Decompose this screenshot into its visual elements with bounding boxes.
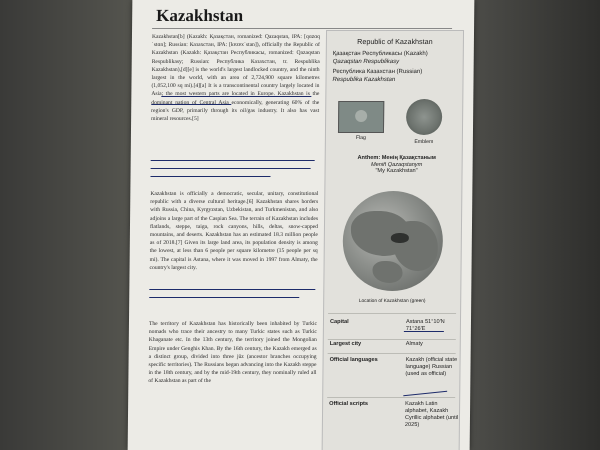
anthem-block (338, 155, 456, 175)
anthem-translation: "My Kazakhstan" (375, 168, 418, 175)
pen-underline (151, 160, 315, 161)
pen-underline (149, 297, 299, 298)
paragraph-2: Kazakhstan is officially a democratic, secular, unitary, constitutional republic with a diverse cultural heritage.[6] Kazakhstan shares borders with Russia, China, Kyrgyzstan, Uzbekistan, and Turkmenistan, and also adjoins a large part of the Caspian Sea. The terrain of Kazakhstan includes flatlands, steppe, taiga, rock canyons, hills, deltas, snow-capped mountains, and deserts. Kazakhstan has an estimated 18.3 million people as of 2018.[7] Given its large land area, its population density is among the lowest, at less than 6 people per square kilometre (15 people per sq mi). The capital is Astana, where it was moved in 1997 from Almaty, the country's largest city. (149, 191, 319, 271)
row-value: Astana 51°10′N 71°26′E (405, 319, 445, 332)
infobox (322, 30, 464, 450)
infobox-divider (328, 313, 456, 314)
emblem-caption: Emblem (414, 139, 434, 145)
row-key: Official scripts (329, 401, 369, 407)
flag-image (338, 101, 384, 133)
paragraph-3: The territory of Kazakhstan has historically been inhabited by Turkic nomads who trace their ancestry to many Turkic states such as Turkic Khaganate etc. In the 13th century, the territory joined the Mongolian Empire under Genghis Khan. By the 16th century, the Kazakh emerged as a distinct group, divided into three jüz (ancestor branches occupying specific territories). The Russians began advancing into the Kazakh steppe in the 18th century, and by the mid-19th century, they nominally ruled all of Kazakhstan as part of the (148, 321, 317, 385)
infobox-kazakh-name: Қазақстан Республикасы (Kazakh) (332, 51, 428, 57)
flag-sun-icon (355, 110, 367, 122)
infobox-divider (327, 397, 455, 398)
pen-underline (149, 289, 315, 290)
article-title: Kazakhstan (156, 6, 244, 25)
location-globe-map (342, 191, 443, 291)
infobox-kazakh-romanized: Qazaqstan Respublikasy (332, 59, 400, 65)
infobox-row-capital (330, 319, 458, 339)
printed-page (128, 0, 475, 450)
flag-caption: Flag (355, 135, 366, 141)
map-kazakhstan-highlight (391, 233, 409, 243)
title-rule (152, 28, 452, 29)
infobox-title: Republic of Kazakhstan (357, 37, 433, 46)
background-right (470, 0, 600, 450)
background-left (0, 0, 135, 450)
row-value: Kazakh (official state language) Russian (used as official) (405, 357, 458, 377)
pen-underline (161, 96, 311, 97)
row-key: Capital (329, 319, 349, 325)
map-caption: Location of Kazakhstan (green) (358, 299, 426, 304)
pen-underline (151, 176, 271, 177)
infobox-row-largest-city (330, 341, 458, 353)
infobox-divider (328, 353, 456, 354)
row-value: Kazakh Latin alphabet, Kazakh Cyrillic alphabet (until 2025) (404, 401, 459, 428)
infobox-row-scripts (329, 401, 458, 449)
pen-underline (404, 331, 444, 332)
map-landmass (372, 261, 402, 283)
infobox-russian-name: Республика Казахстан (Russian) (332, 69, 423, 75)
infobox-russian-romanized: Respublika Kazakhstan (332, 77, 396, 83)
paragraph-1: Kazakhstan[b] (Kazakh: Қазақстан, romanized: Qazaqstan, IPA: [qɑzɑqˈstɑn]; Russian: Казахстан, IPA: [kɐzɐxˈstan]), officially the Republic of Kazakhstan (Kazakh: Қазақстан Республикасы, romanized: Qazaqstan Respublikasy; Russian: Республика Казахстан, tr. Respublika Kazakhstan),[d][e] is the world's largest landlocked country, and the ninth largest in the world, with an area of 2,724,900 square kilometres (1,052,100 sq mi).[4][a] It is a transcontinental country largely located in Asia; the most western parts are located in Europe. Kazakhstan is the dominant nation of Central Asia economically, generating 60% of the region's GDP, primarily through its oil/gas industry. It also has vast mineral resources.[5] (151, 34, 321, 123)
pen-underline (151, 104, 231, 105)
anthem-romanized: Meniñ Qazaqstanym (370, 161, 423, 168)
infobox-divider (328, 339, 456, 340)
map-landmass (393, 221, 439, 271)
pen-underline (151, 168, 311, 169)
row-key: Official languages (329, 357, 378, 363)
emblem-image (406, 99, 442, 135)
anthem-label: Anthem: Менің Қазақстаным (357, 155, 436, 161)
row-value: Almaty (405, 341, 423, 347)
row-key: Largest city (329, 341, 362, 347)
